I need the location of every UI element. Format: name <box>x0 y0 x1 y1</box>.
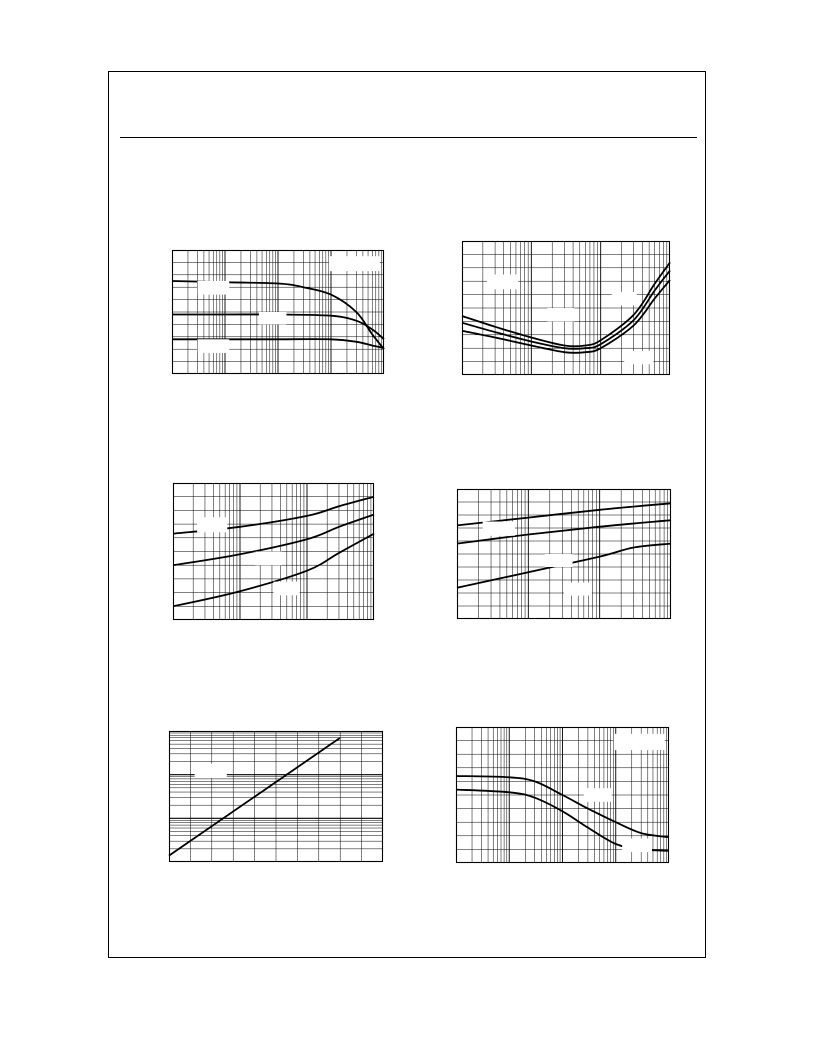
chart-5 <box>169 731 383 862</box>
header-rule <box>120 137 697 138</box>
label-box-3 <box>612 292 637 305</box>
label-box-2 <box>545 554 573 567</box>
label-box-2 <box>197 281 229 295</box>
label-box-2 <box>255 552 281 566</box>
chart-4 <box>457 489 671 619</box>
label-box-1 <box>614 734 665 750</box>
label-box-3 <box>274 582 300 596</box>
label-box-3 <box>622 839 652 853</box>
label-box-1 <box>329 256 380 271</box>
chart-6-svg <box>456 727 669 863</box>
chart-3 <box>173 483 374 620</box>
chart-5-svg <box>169 731 383 862</box>
label-box-1 <box>197 517 227 532</box>
chart-4-svg <box>457 489 671 619</box>
chart-3-svg <box>173 483 374 620</box>
label-box-1 <box>483 522 515 536</box>
label-box-1 <box>487 275 518 290</box>
label-box-1 <box>195 764 227 778</box>
label-box-4 <box>624 351 653 364</box>
chart-1 <box>172 250 384 374</box>
chart-2 <box>462 241 670 375</box>
label-box-2 <box>547 308 574 321</box>
label-box-4 <box>259 312 287 324</box>
label-box-3 <box>197 339 229 353</box>
label-box-3 <box>564 583 592 596</box>
series-line-3 <box>173 534 374 607</box>
chart-6 <box>456 727 669 863</box>
label-box-2 <box>584 788 612 802</box>
chart-1-svg <box>172 250 384 374</box>
chart-2-svg <box>462 241 670 375</box>
